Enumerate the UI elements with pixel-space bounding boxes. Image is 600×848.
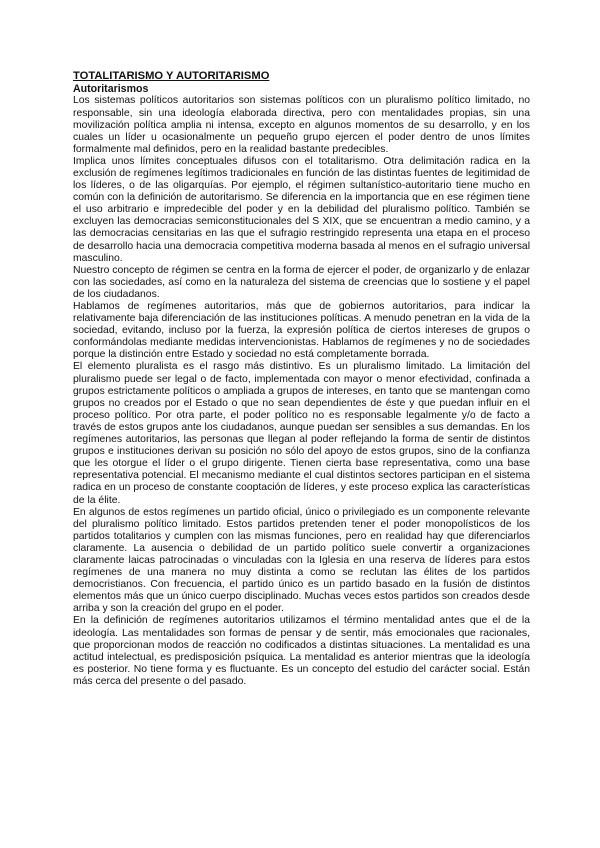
paragraph-mentality: En la definición de regímenes autoritarios utilizamos el término mentalidad antes que el de la ideología. Las mentalidades son formas de pensar y de sentir, más emocionales que racionales, que proporcionan modos de reacción no codificados a distintas situaciones. La mentalidad es una actitud intelectual, es predisposición psíquica. La mentalidad es anterior mientras que la ideología es posterior. No tiene forma y es fluctuante. Es un concepto del estudio del carácter social. Están más cerca del presente o del pasado. bbox=[73, 615, 530, 687]
section-subtitle: Autoritarismos bbox=[73, 83, 149, 95]
paragraph-official-party: En algunos de estos regímenes un partido oficial, único o privilegiado es un componente relevante del pluralismo político limitado. Estos partidos pretenden tener el poder monopolísticos de los partidos totalitarios y cumplen con las mismas funciones, pero en realidad hay que diferenciarlos claramente. La ausencia o debilidad de un partido político suele convertir a organizaciones claramente laicas patrocinadas o vinculadas con la Iglesia en una reserva de líderes para estos regímenes de una manera no muy distinta a como se reclutan las élites de los partidos democristianos. Con frecuencia, el partido único es un partido basado en la fusión de distintos elementos más que un único cuerpo disciplinado. Muchas veces estos partidos son creados desde arriba y son la creación del grupo en el poder. bbox=[73, 506, 530, 615]
paragraph-definition: Los sistemas políticos autoritarios son sistemas políticos con un pluralismo político limitado, no responsable, sin una ideología elaborada directiva, pero con mentalidades propias, sin una movilización política amplia ni intensa, excepto en algunos momentos de su desarrollo, y en los cuales un líder u ocasionalmente un pequeño grupo ejercen el poder dentro de unos límites formalmente mal definidos, pero en la realidad bastante predecibles. bbox=[73, 95, 530, 155]
paragraph-regimes-vs-governments: Hablamos de regímenes autoritarios, más que de gobiernos autoritarios, para indicar la relativamente baja diferenciación de las instituciones políticas. A menudo penetran en la vida de la sociedad, evitando, incluso por la fuerza, la expresión política de ciertos intereses de grupos o conformándolas mediante medidas intervencionistas. Hablamos de regímenes y no de sociedades porque la distinción entre Estado y sociedad no está completamente borrada. bbox=[73, 301, 530, 361]
paragraph-limited-pluralism: El elemento pluralista es el rasgo más distintivo. Es un pluralismo limitado. La limitación del pluralismo puede ser legal o de facto, implementada con mayor o menor efectividad, confinada a grupos estrictamente políticos o ampliada a grupos de intereses, en tanto que se mantengan como grupos no creados por el Estado o que no sean dependientes de éste y que puedan influir en el proceso político. Por otra parte, el poder político no es responsable legalmente y/o de facto a través de estos grupos ante los ciudadanos, aunque puedan ser sensibles a sus demandas. En los regímenes autoritarios, las personas que llegan al poder reflejando la forma de sentir de distintos grupos e instituciones derivan su posición no sólo del apoyo de estos grupos, sino de la confianza que les otorgue el líder o el grupo dirigente. Tienen cierta base representativa, como una base representativa potencial. El mecanismo mediante el cual distintos sectores participan en el sistema radica en un proceso de constante cooptación de líderes, y este proceso explica las características de la élite. bbox=[73, 361, 530, 506]
paragraph-conceptual-limits: Implica unos límites conceptuales difusos con el totalitarismo. Otra delimitación radica en la exclusión de regímenes legítimos tradicionales en función de las distintas fuentes de legitimidad de los líderes, o de las oligarquías. Por ejemplo, el régimen sultanístico-autoritario tiene mucho en común con la definición de autoritarismo. Se diferencia en la importancia que en ese régimen tiene el uso arbitrario e impredecible del poder y en la debilidad del pluralismo político. También se excluyen las democracias semiconstitucionales del S XIX, que se encuentran a medio camino, y a las democracias censitarias en las que el sufragio restringido representa una etapa en el proceso de desarrollo hacia una democracia competitiva moderna basada al menos en el sufragio universal masculino. bbox=[73, 155, 530, 264]
document-title: TOTALITARISMO Y AUTORITARISMO bbox=[73, 70, 270, 82]
paragraph-regime-concept: Nuestro concepto de régimen se centra en la forma de ejercer el poder, de organizarlo y de enlazar con las sociedades, así como en la naturaleza del sistema de creencias que lo sostiene y el papel de los ciudadanos. bbox=[73, 264, 530, 300]
document-page bbox=[73, 70, 530, 688]
